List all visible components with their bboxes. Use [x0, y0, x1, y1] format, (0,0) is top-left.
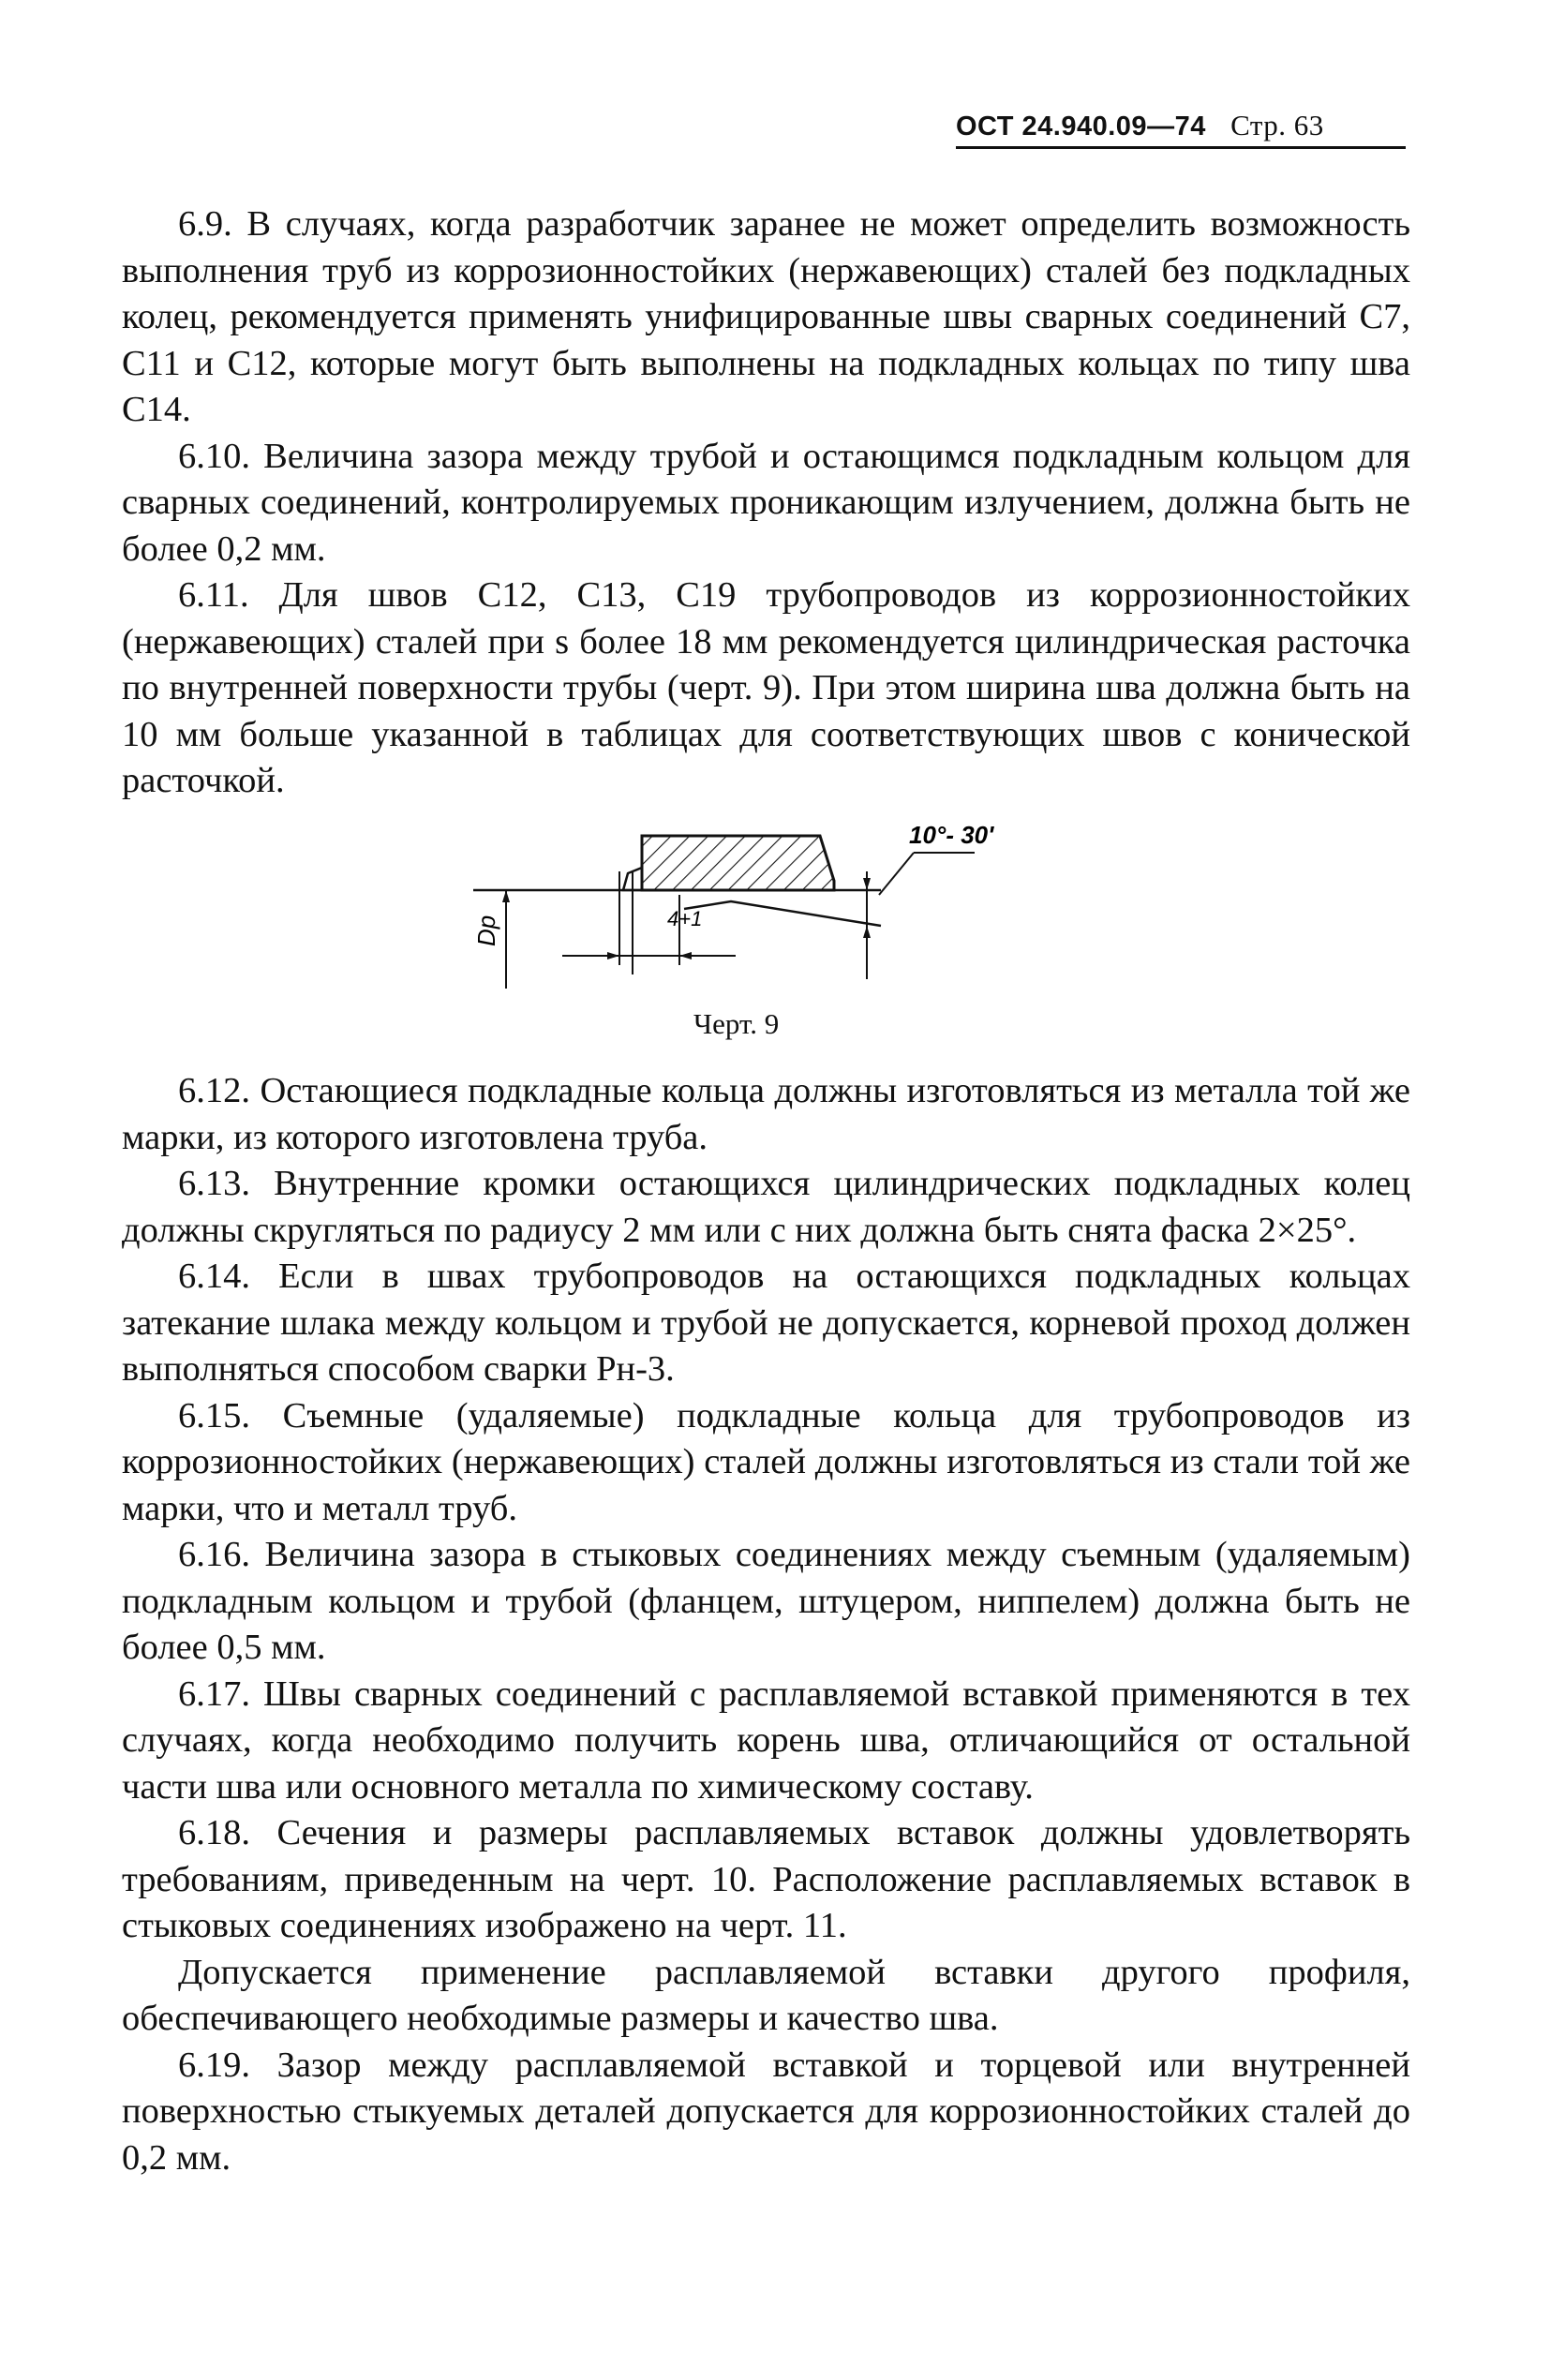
paragraph-6-17: 6.17. Швы сварных соединений с расплавляемой вставкой применяются в тех случаях, когда необходимо получить корень шва, отличающийся от остальной части шва или основного металла по химическому составу.	[122, 1673, 1410, 1807]
paragraph-6-19: 6.19. Зазор между расплавляемой вставкой и торцевой или внутренней поверхностью стыкуемых деталей допускается для коррозионностойких сталей до 0,2 мм.	[122, 2045, 1410, 2178]
paragraph-6-18-note: Допускается применение расплавляемой вставки другого профиля, обеспечивающего необходимые размеры и качество шва.	[122, 1952, 1410, 2038]
paragraph-6-15: 6.15. Съемные (удаляемые) подкладные кольца для трубопроводов из коррозионностойких (нержавеющих) сталей должны изготовляться из стали той же марки, что и металл труб.	[122, 1395, 1410, 1528]
paragraph-6-10: 6.10. Величина зазора между трубой и остающимся подкладным кольцом для сварных соединений, контролируемых проникающим излучением, должна быть не более 0,2 мм.	[122, 436, 1410, 569]
paragraph-6-18: 6.18. Сечения и размеры расплавляемых вставок должны удовлетворять требованиям, приведенным на черт. 10. Расположение расплавляемых вставок в стыковых соединениях изображено на черт. 11.	[122, 1813, 1410, 1945]
paragraph-6-11: 6.11. Для швов С12, С13, С19 трубопроводов из коррозионностойких (нержавеющих) сталей при s более 18 мм рекомендуется цилиндрическая расточка по внутренней поверхности трубы (черт. 9). При этом ширина шва должна быть на 10 мм больше указанной в таблицах для соответствующих швов с конической расточкой.	[122, 575, 1410, 800]
dp-label: Dр	[472, 915, 500, 946]
standard-code: ОСТ 24.940.09—74	[956, 112, 1206, 141]
weld-joint-drawing	[450, 815, 994, 1003]
page-header	[956, 109, 1406, 142]
header-rule	[956, 146, 1406, 149]
paragraph-6-16: 6.16. Величина зазора в стыковых соединениях между съемным (удаляемым) подкладным кольцом и трубой (фланцем, штуцером, ниппелем) должна быть не более 0,5 мм.	[122, 1535, 1410, 1667]
dim-label: 4+1	[667, 907, 703, 930]
paragraph-6-9: 6.9. В случаях, когда разработчик заранее не может определить возможность выполнения труб из коррозионностойких (нержавеющих) сталей без подкладных колец, рекомендуется применять унифицированные швы сварных соединений С7, С11 и С12, которые могут быть выполнены на подкладных кольцах по типу шва С14.	[122, 204, 1410, 429]
text-block-bottom	[122, 1068, 1410, 2181]
text-block-top	[122, 201, 1410, 805]
figure-caption: Черт. 9	[693, 1007, 780, 1040]
pipe-wall-section	[642, 836, 834, 890]
page-number: Стр. 63	[1230, 109, 1324, 141]
paragraph-6-12: 6.12. Остающиеся подкладные кольца должны изготовляться из металла той же марки, из которого изготовлена труба.	[122, 1071, 1410, 1157]
paragraph-6-14: 6.14. Если в швах трубопроводов на остающихся подкладных кольцах затекание шлака между кольцом и трубой не допускается, корневой проход должен выполняться способом сварки Рн-3.	[122, 1257, 1410, 1389]
angle-label: 10°- 30'	[909, 821, 994, 849]
paragraph-6-13: 6.13. Внутренние кромки остающихся цилиндрических подкладных колец должны скругляться по радиусу 2 мм или с них должна быть снята фаска 2×25°.	[122, 1164, 1410, 1250]
drawing-9	[450, 815, 994, 1003]
